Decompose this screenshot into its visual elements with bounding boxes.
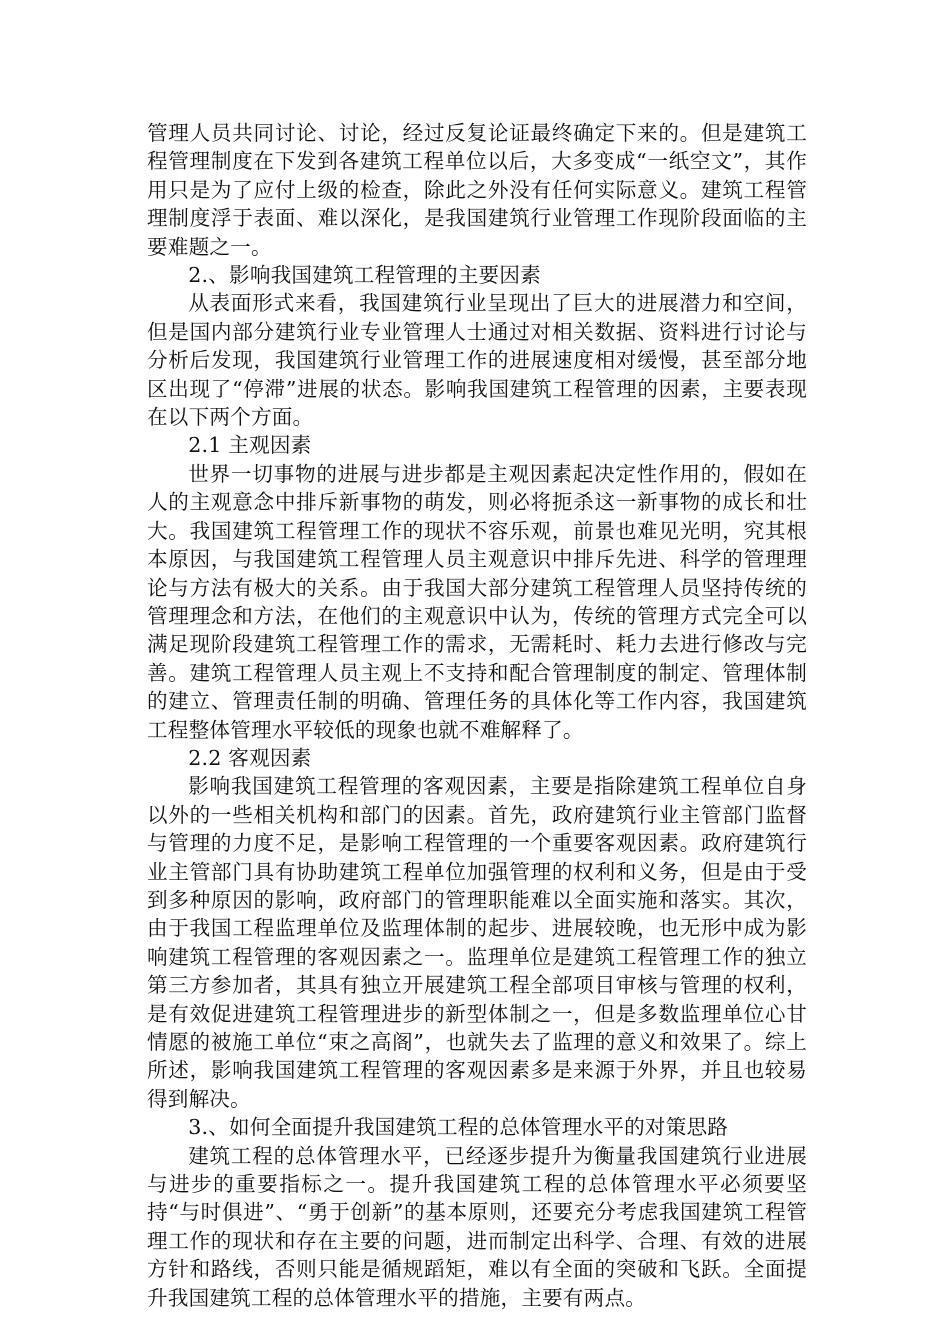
document-body <box>147 119 807 1312</box>
subsection-heading-2-1: 2.1 主观因素 <box>188 433 312 458</box>
section-heading-2: 2.、影响我国建筑工程管理的主要因素 <box>188 263 541 288</box>
paragraph-objective-factors: 影响我国建筑工程管理的客观因素，主要是指除建筑工程单位自身以外的一些相关机构和部门的因素。首先，政府建筑行业主管部门监督与管理的力度不足，是影响工程管理的一个重要客观因素。政府建筑行业主管部门具有协助建筑工程单位加强管理的权利和义务，但是由于受到多种原因的影响，政府部门的管理职能难以全面实施和落实。其次，由于我国工程监理单位及监理体制的起步、进展较晚，也无形中成为影响建筑工程管理的客观因素之一。监理单位是建筑工程管理工作的独立第三方参加者，其具有独立开展建筑工程全部项目审核与管理的权利，是有效促进建筑工程管理进步的新型体制之一，但是多数监理单位心甘情愿的被施工单位“束之高阁”，也就失去了监理的意义和效果了。综上所述，影响我国建筑工程管理的客观因素多是来源于外界，并且也较易得到解决。 <box>147 774 807 1111</box>
paragraph-continuation: 管理人员共同讨论、讨论，经过反复论证最终确定下来的。但是建筑工程管理制度在下发到各建筑工程单位以后，大多变成“一纸空文”，其作用只是为了应付上级的检查，除此之外没有任何实际意义。建筑工程管理制度浮于表面、难以深化，是我国建筑行业管理工作现阶段面临的主要难题之一。 <box>147 121 807 259</box>
paragraph-section-3-intro: 建筑工程的总体管理水平，已经逐步提升为衡量我国建筑行业进展与进步的重要指标之一。提升我国建筑工程的总体管理水平必须要坚持“与时俱进”、“勇于创新”的基本原则，还要充分考虑我国建筑工程管理工作的现状和存在主要的问题，进而制定出科学、合理、有效的进展方针和路线，否则只能是循规蹈矩，难以有全面的突破和飞跃。全面提升我国建筑工程的总体管理水平的措施，主要有两点。 <box>147 1143 807 1310</box>
subsection-heading-2-2: 2.2 客观因素 <box>188 745 312 770</box>
section-heading-3: 3.、如何全面提升我国建筑工程的总体管理水平的对策思路 <box>188 1115 729 1140</box>
paragraph-subjective-factors: 世界一切事物的进展与进步都是主观因素起决定性作用的，假如在人的主观意念中排斥新事物的萌发，则必将扼杀这一新事物的成长和壮大。我国建筑工程管理工作的现状不容乐观，前景也难见光明，究其根本原因，与我国建筑工程管理人员主观意识中排斥先进、科学的管理理论与方法有极大的关系。由于我国大部分建筑工程管理人员坚持传统的管理理念和方法，在他们的主观意识中认为，传统的管理方式完全可以满足现阶段建筑工程管理工作的需求，无需耗时、耗力去进行修改与完善。建筑工程管理人员主观上不支持和配合管理制度的制定、管理体制的建立、管理责任制的明确、管理任务的具体化等工作内容，我国建筑工程整体管理水平较低的现象也就不难解释了。 <box>147 461 807 742</box>
paragraph-section-2-intro: 从表面形式来看，我国建筑行业呈现出了巨大的进展潜力和空间，但是国内部分建筑行业专业管理人士通过对相关数据、资料进行讨论与分析后发现，我国建筑行业管理工作的进展速度相对缓慢，甚至部分地区出现了“停滞”进展的状态。影响我国建筑工程管理的因素，主要表现在以下两个方面。 <box>147 291 807 430</box>
